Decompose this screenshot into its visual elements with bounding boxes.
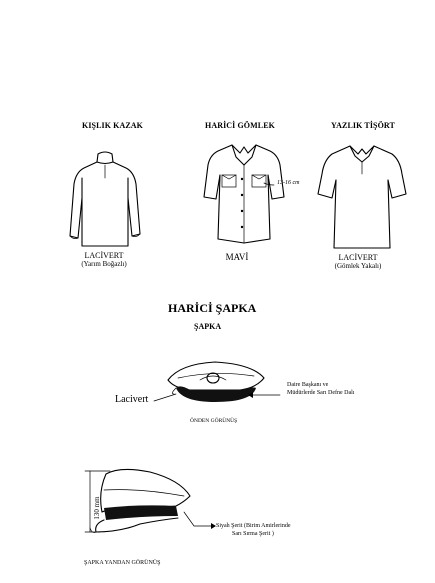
tshirt-color: LACİVERT <box>338 253 378 262</box>
hat-section-subtitle: ŞAPKA <box>194 322 222 331</box>
hat-section-title: HARİCİ ŞAPKA <box>168 301 257 315</box>
cap-front-color-label: Lacivert <box>115 394 149 405</box>
shirt-heading: HARİCİ GÖMLEK <box>205 121 275 130</box>
sweater-color: LACİVERT <box>84 251 124 260</box>
tshirt-heading: YAZLIK TİŞÖRT <box>331 121 395 130</box>
shirt-color: MAVİ <box>225 252 249 262</box>
cap-side-dimension-label: 130 mm <box>93 496 101 520</box>
cap-front-view-caption: ÖNDEN GÖRÜNÜŞ <box>190 418 238 424</box>
cap-front-insignia-line1: Daire Başkanı ve <box>287 382 329 388</box>
cap-side-view-caption: ŞAPKA YANDAN GÖRÜNÜŞ <box>84 560 161 566</box>
shirt-dimension-annotation: 13-16 cm <box>277 180 300 186</box>
cap-front-insignia-line2: Müdürlerde Sarı Defne Dalı <box>287 390 355 396</box>
cap-side-stripe-line2: Sarı Sırma Şerit ) <box>232 531 274 537</box>
cap-side-stripe-note <box>216 522 291 538</box>
sweater-note: (Yarım Boğazlı) <box>81 260 127 268</box>
cap-side-stripe-line1: Siyah Şerit (Birim Amirlerinde <box>216 523 291 529</box>
sweater-heading: KIŞLIK KAZAK <box>82 121 143 130</box>
tshirt-note: (Gömlek Yakalı) <box>334 262 382 270</box>
